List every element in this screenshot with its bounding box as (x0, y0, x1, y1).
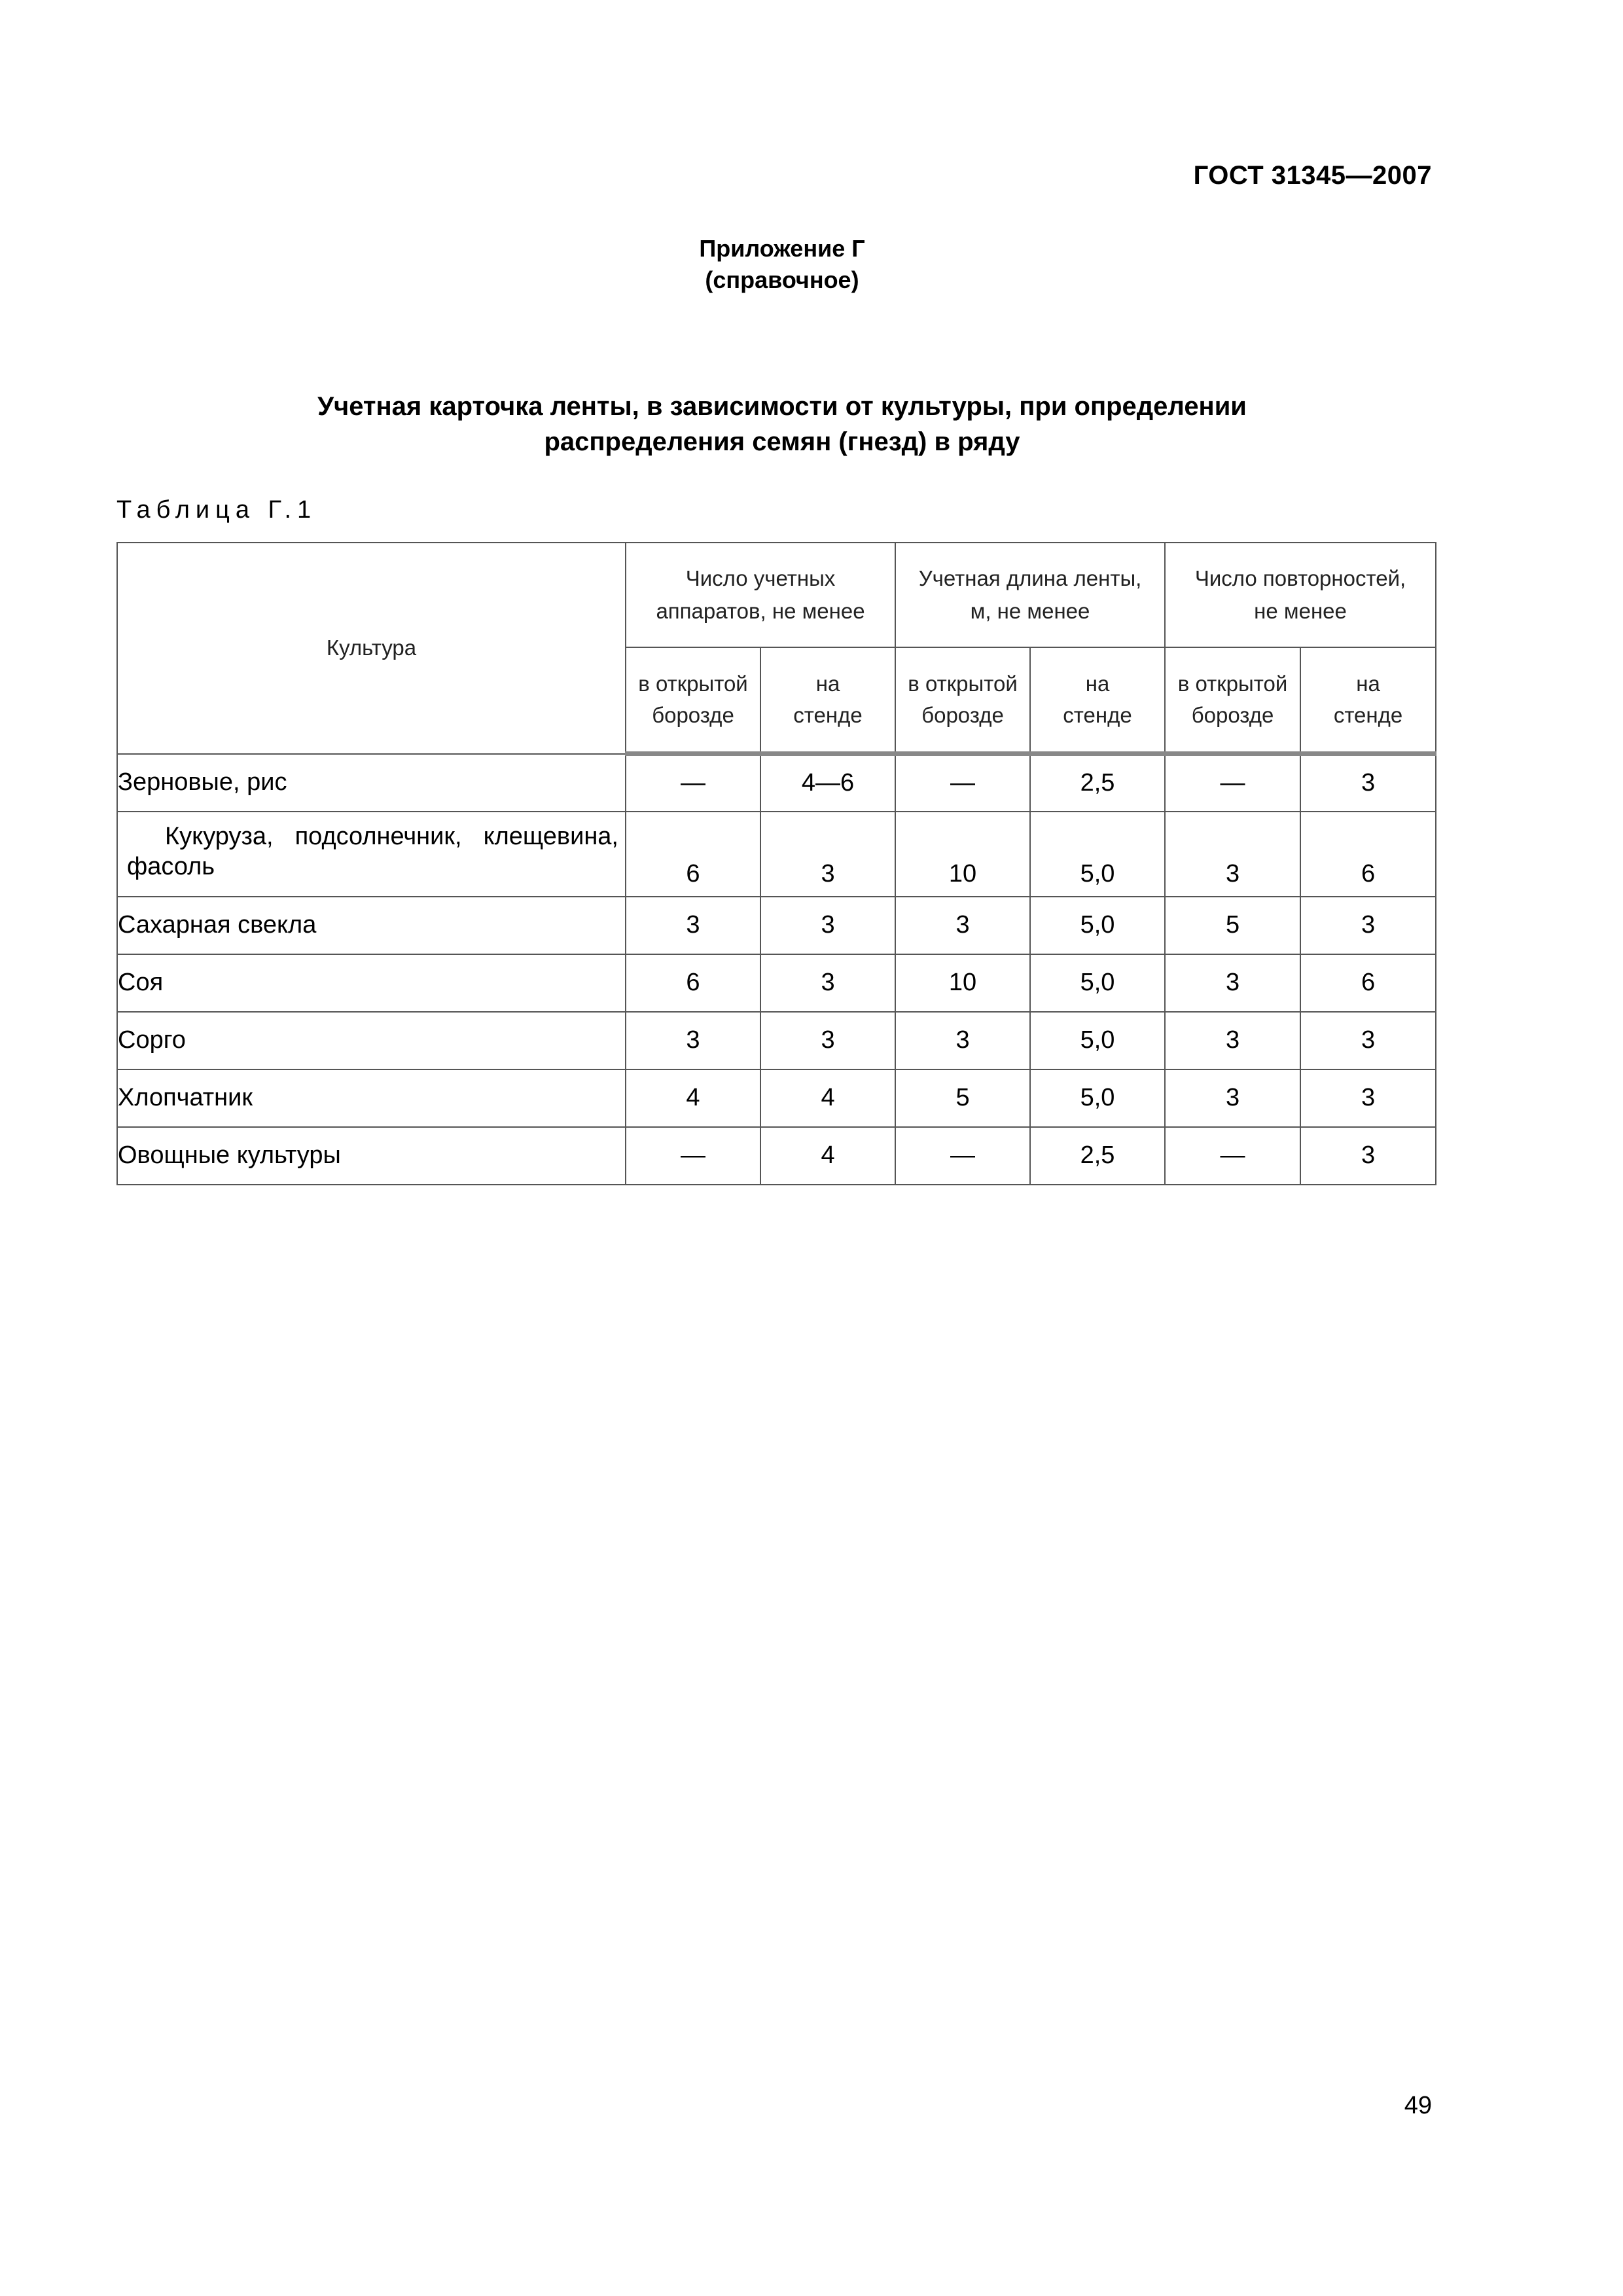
table-cell: 3 (1165, 1069, 1300, 1127)
group-header-length (895, 543, 1165, 647)
table-cell: 10 (895, 954, 1030, 1012)
subheader-line: на (815, 672, 840, 696)
table-cell: 3 (1165, 954, 1300, 1012)
table-row (117, 812, 1436, 897)
table-cell: 5 (895, 1069, 1030, 1127)
subheader-open-furrow (895, 647, 1030, 754)
table-row (117, 1069, 1436, 1127)
subheader-line: на (1356, 672, 1380, 696)
table-cell: 4 (626, 1069, 760, 1127)
culture-name: Соя (117, 954, 626, 1012)
table-row (117, 1012, 1436, 1069)
table-cell: 3 (1165, 812, 1300, 897)
subheader-line: борозде (1191, 703, 1274, 727)
table-cell: 4 (760, 1069, 895, 1127)
subheader-line: стенде (793, 703, 863, 727)
table-cell: 3 (1300, 754, 1436, 812)
table-cell: 6 (1300, 954, 1436, 1012)
subheader-line: стенде (1063, 703, 1132, 727)
culture-name: Зерновые, рис (117, 754, 626, 812)
table-cell: 3 (1300, 1012, 1436, 1069)
table-cell: 3 (626, 1012, 760, 1069)
culture-name-line: Кукуруза, подсолнечник, клещевина, (165, 822, 618, 850)
table-row (117, 954, 1436, 1012)
table-label: Таблица Г.1 (116, 496, 317, 524)
subheader-stand (1030, 647, 1165, 754)
table-cell: 4 (760, 1127, 895, 1185)
document-title-line-1: Учетная карточка ленты, в зависимости от культуры, при определении (317, 392, 1247, 421)
table-cell: 3 (1300, 897, 1436, 954)
culture-name: Хлопчатник (117, 1069, 626, 1127)
table-cell: — (1165, 754, 1300, 812)
table-cell: 3 (1300, 1069, 1436, 1127)
table-cell: 3 (895, 1012, 1030, 1069)
data-table (116, 542, 1436, 1185)
subheader-line: стенде (1333, 703, 1403, 727)
table-cell: 4—6 (760, 754, 895, 812)
table-cell: 3 (760, 812, 895, 897)
group-header-repeats (1165, 543, 1436, 647)
group-header-devices (626, 543, 895, 647)
page-number: 49 (1404, 2092, 1432, 2119)
appendix-heading (0, 233, 1564, 296)
table-cell: 6 (626, 954, 760, 1012)
group-header-line: не менее (1254, 599, 1347, 623)
table-row (117, 754, 1436, 812)
table-cell: — (626, 1127, 760, 1185)
culture-name: Сорго (117, 1012, 626, 1069)
subheader-line: в открытой (1177, 672, 1288, 696)
group-header-line: Число повторностей, (1194, 566, 1406, 590)
table-cell: 3 (1300, 1127, 1436, 1185)
subheader-stand (1300, 647, 1436, 754)
group-header-line: Учетная длина ленты, (918, 566, 1142, 590)
group-header-line: Число учетных (685, 566, 836, 590)
table-cell: 3 (760, 954, 895, 1012)
table-cell: 6 (626, 812, 760, 897)
subheader-line: в открытой (638, 672, 748, 696)
table-cell: 3 (626, 897, 760, 954)
table-cell: 5,0 (1030, 812, 1165, 897)
table-cell: 3 (895, 897, 1030, 954)
table-cell: 3 (1165, 1012, 1300, 1069)
table-cell: 2,5 (1030, 754, 1165, 812)
table-cell: 5 (1165, 897, 1300, 954)
table-cell: 2,5 (1030, 1127, 1165, 1185)
subheader-line: борозде (652, 703, 734, 727)
culture-header: Культура (117, 543, 626, 754)
table-cell: — (895, 754, 1030, 812)
subheader-open-furrow (626, 647, 760, 754)
table-cell: 5,0 (1030, 1069, 1165, 1127)
subheader-line: в открытой (908, 672, 1018, 696)
table-row (117, 897, 1436, 954)
table-cell: 3 (760, 1012, 895, 1069)
appendix-title: Приложение Г (699, 235, 865, 262)
subheader-line: на (1085, 672, 1110, 696)
table-cell: — (626, 754, 760, 812)
subheader-line: борозде (921, 703, 1004, 727)
table-cell: 5,0 (1030, 897, 1165, 954)
table-cell: 5,0 (1030, 954, 1165, 1012)
group-header-line: м, не менее (970, 599, 1090, 623)
standard-number: ГОСТ 31345—2007 (1193, 161, 1432, 190)
table-cell: 6 (1300, 812, 1436, 897)
appendix-type: (справочное) (705, 266, 859, 293)
table-cell: — (895, 1127, 1030, 1185)
document-title-line-2: распределения семян (гнезд) в ряду (544, 427, 1020, 456)
table-cell: — (1165, 1127, 1300, 1185)
subheader-open-furrow (1165, 647, 1300, 754)
table-cell: 5,0 (1030, 1012, 1165, 1069)
group-header-line: аппаратов, не менее (656, 599, 865, 623)
culture-name-line: фасоль (127, 852, 215, 880)
document-title (0, 389, 1564, 459)
culture-name: Сахарная свекла (117, 897, 626, 954)
table-row (117, 1127, 1436, 1185)
table-cell: 10 (895, 812, 1030, 897)
subheader-stand (760, 647, 895, 754)
culture-name: Овощные культуры (117, 1127, 626, 1185)
table-cell: 3 (760, 897, 895, 954)
culture-name (117, 812, 626, 897)
